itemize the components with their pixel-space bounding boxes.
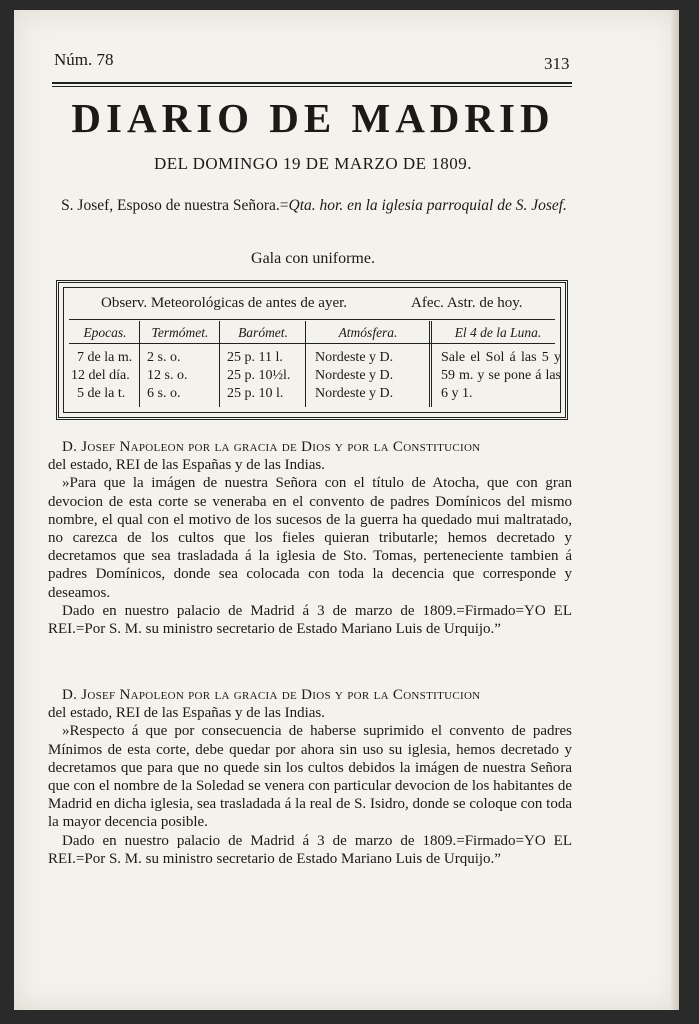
- issue-date: DEL DOMINGO 19 DE MARZO DE 1809.: [153, 154, 473, 173]
- saint-name: S. Josef, Esposo de nuestra Señora.: [61, 197, 280, 214]
- col-header-barometro: Barómet.: [238, 325, 288, 340]
- saint-note: Qta. hor. en la iglesia parroquial de S. Josef.: [288, 197, 567, 214]
- col-divider-4: [429, 321, 432, 407]
- page-edge: [671, 10, 679, 1010]
- row-1-termometro: 2 s. o.: [147, 350, 181, 365]
- weather-table: [56, 280, 568, 420]
- col-header-atmosfera: Atmósfera.: [338, 325, 398, 340]
- decree-2-heading: D. Josef Napoleon por la gracia de Dios y por la Constitucion: [62, 687, 481, 703]
- col-divider-2: [219, 321, 220, 407]
- col-header-luna: El 4 de la Luna.: [454, 325, 542, 340]
- row-1-barometro: 25 p. 11 l.: [227, 350, 283, 365]
- decree-1-heading: D. Josef Napoleon por la gracia de Dios y por la Constitucion: [62, 439, 481, 455]
- decree-1: [48, 438, 572, 638]
- col-header-termometro: Termómet.: [151, 325, 209, 340]
- row-3-barometro: 25 p. 10 l.: [227, 386, 284, 401]
- decree-1-body: »Para que la imágen de nuestra Señora con el título de Atocha, que con gran devocion de esta corte se veneraba en el convento de padres Domínicos del mismo nombre, el qual con el motivo de los sucesos de la guerra ha quedado mui maltratado, no carezca de los cultos que los fieles quieran tributarle; hemos decretado y decretamos que sea trasladada á la iglesia de Sto. Tomas, perteneciente tambien á padres Domínicos, donde sea colocada con toda la decencia que corresponde y deseamos.: [48, 475, 572, 601]
- row-3-epoca: 5 de la t.: [77, 386, 126, 401]
- page-number: 313: [544, 54, 570, 73]
- gala-note: Gala con uniforme.: [251, 250, 375, 267]
- row-2-atmosfera: Nordeste y D.: [315, 368, 394, 383]
- luna-text: Sale el Sol á las 5 y 59 m. y se pone á las 6 y 1.: [441, 350, 561, 401]
- newspaper-title: DIARIO DE MADRID: [71, 95, 555, 141]
- newspaper-page: [14, 10, 679, 1010]
- header-rule-bottom: [52, 86, 572, 87]
- col-header-epocas: Epocas.: [83, 325, 127, 340]
- issue-number: Núm. 78: [54, 50, 114, 69]
- header-rule-top: [52, 82, 572, 84]
- table-rule-2: [69, 343, 555, 344]
- col-divider-1: [139, 321, 140, 407]
- weather-right-heading: Afec. Astr. de hoy.: [411, 295, 523, 311]
- weather-left-heading: Observ. Meteorológicas de antes de ayer.: [101, 295, 348, 311]
- decree-2-heading-tail: del estado, REI de las Españas y de las Indias.: [48, 705, 326, 722]
- decree-2-body: »Respecto á que por consecuencia de haberse suprimido el convento de padres Mínimos de esta corte, debe quedar por ahora sin uso su iglesia, hemos decretado y decretamos que para que no quede sin los cultos debidos la imágen de nuestra Señora que con el nombre de la Soledad se venera con particular devocion de los habitantes de Madrid en dicha iglesia, sea trasladada á la real de S. Isidro, donde se coloque con toda la mayor decencia posible.: [48, 723, 572, 831]
- row-2-epoca: 12 del día.: [71, 368, 130, 383]
- row-2-termometro: 12 s. o.: [147, 368, 188, 383]
- saint-of-day: S. Josef, Esposo de nuestra Señora.=Qta. hor. en la iglesia parroquial de S. Josef.: [61, 197, 567, 214]
- col-divider-3: [305, 321, 306, 407]
- decree-1-heading-tail: del estado, REI de las Españas y de las Indias.: [48, 457, 326, 474]
- decree-2-closing: Dado en nuestro palacio de Madrid á 3 de marzo de 1809.=Firmado=YO EL REI.=Por S. M. su ministro secretario de Estado Mariano Luis de Urquijo.”: [48, 832, 572, 867]
- row-1-epoca: 7 de la m.: [77, 350, 133, 365]
- decree-1-closing: Dado en nuestro palacio de Madrid á 3 de marzo de 1809.=Firmado=YO EL REI.=Por S. M. su ministro secretario de Estado Mariano Luis de Urquijo.”: [48, 602, 572, 638]
- row-1-atmosfera: Nordeste y D.: [315, 350, 394, 365]
- row-3-termometro: 6 s. o.: [147, 386, 181, 401]
- decree-2: [48, 686, 572, 868]
- table-rule-1: [69, 319, 555, 320]
- row-2-barometro: 25 p. 10½l.: [227, 368, 291, 383]
- row-3-atmosfera: Nordeste y D.: [315, 386, 394, 401]
